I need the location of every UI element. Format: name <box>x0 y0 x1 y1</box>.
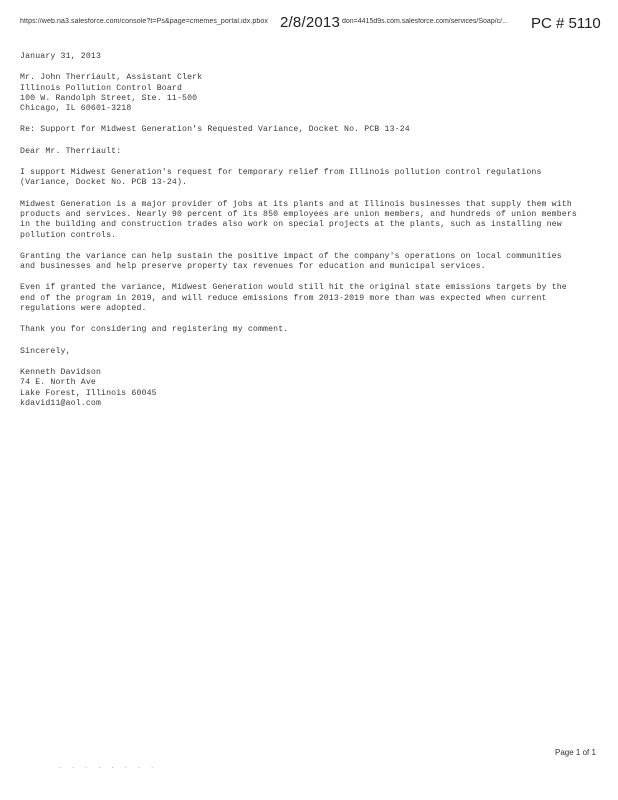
recipient-line: 100 W. Randolph Street, Ste. 11-500 <box>20 93 198 103</box>
received-date-stamp: 2/8/2013 <box>280 14 340 31</box>
letter-paragraph: Midwest Generation is a major provider of jobs at its plants and at Illinois businesses that supply them with products and services. Nearly 90 percent of its 850 employees are union members, and hundreds of union members in the building and construction trades also work on special projects at the plants, such as installing new pollution controls. <box>20 199 577 240</box>
signature-name: Kenneth Davidson <box>20 367 102 377</box>
letter-date: January 31, 2013 <box>20 52 102 61</box>
recipient-line: Chicago, IL 60601-3218 <box>20 104 132 114</box>
letter-paragraph: Granting the variance can help sustain the positive impact of the company's operations on local communities and businesses and help preserve property tax revenues for education and municipal services. <box>20 251 562 272</box>
footer-scan-marks: . . . . . . . . <box>58 763 158 770</box>
signature-street: 74 E. North Ave <box>20 378 96 388</box>
public-comment-number: PC # 5110 <box>531 15 601 32</box>
header-url-tail: don=4415d9s.com.salesforce.com/services/Soap/c/... <box>342 18 508 25</box>
letter-paragraph: Thank you for considering and registering my comment. <box>20 325 289 335</box>
subject-line: Re: Support for Midwest Generation's Requested Variance, Docket No. PCB 13-24 <box>20 125 410 135</box>
closing: Sincerely, <box>20 346 71 356</box>
recipient-address <box>20 73 580 114</box>
signature-city: Lake Forest, Illinois 60045 <box>20 388 157 398</box>
salutation: Dear Mr. Therriault: <box>20 146 122 156</box>
letter-paragraph: I support Midwest Generation's request for temporary relief from Illinois pollution control regulations (Variance, Docket No. PCB 13-24). <box>20 168 542 188</box>
recipient-line: Illinois Pollution Control Board <box>20 83 183 93</box>
page-count: Page 1 of 1 <box>555 748 596 757</box>
letter-body <box>20 52 580 420</box>
letter-paragraph: Even if granted the variance, Midwest Generation would still hit the original state emissions targets by the end of the program in 2019, and will reduce emissions from 2013-2019 more than was expected when current regulations were adopted. <box>20 283 567 314</box>
header-url: https://web.na3.salesforce.com/console?t=Ps&page=cmemes_portal.idx.pbox <box>20 18 268 25</box>
signature-block <box>20 368 580 409</box>
recipient-line: Mr. John Therriault, Assistant Clerk <box>20 73 203 83</box>
signature-email: kdavid11@aol.com <box>20 398 102 408</box>
